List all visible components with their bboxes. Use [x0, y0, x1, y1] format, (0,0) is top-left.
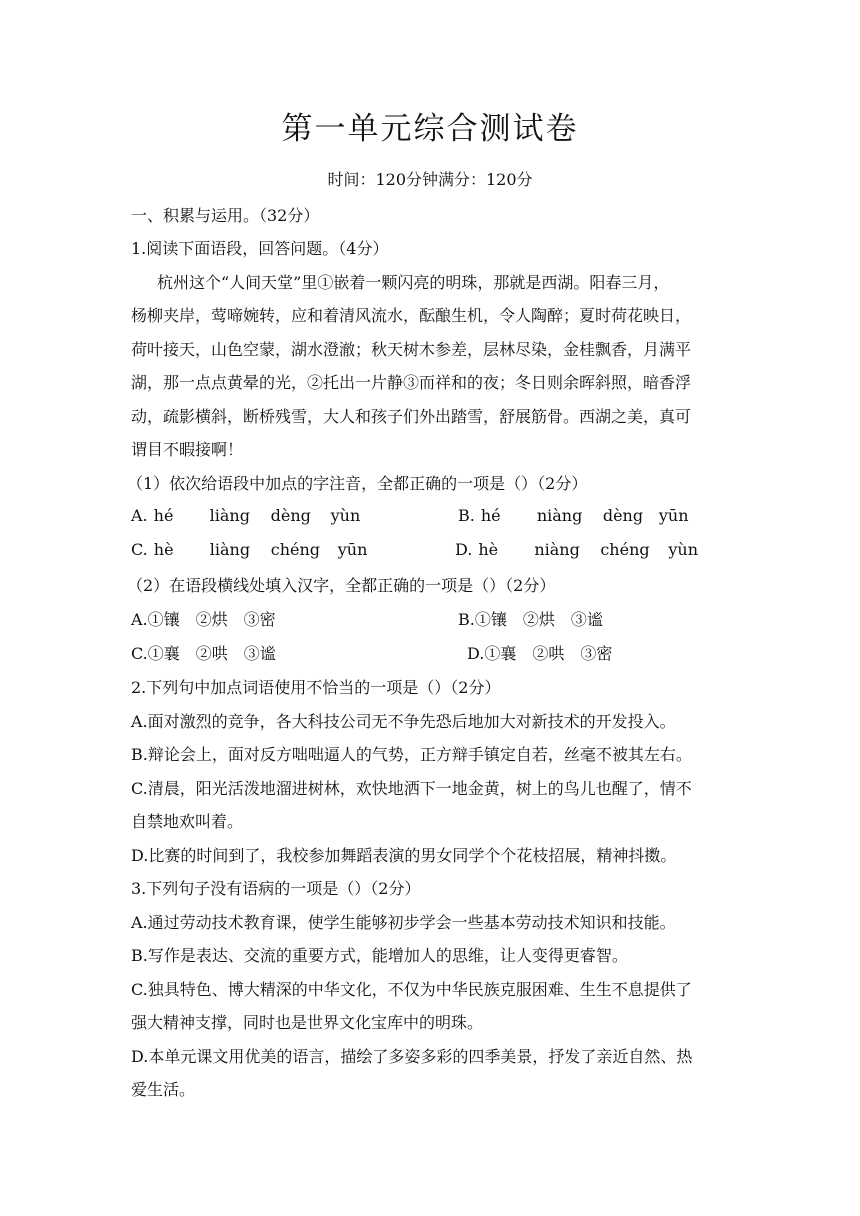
- question-2-option-c-cont: 自禁地欢叫着。: [131, 812, 244, 831]
- option-letter: B.: [458, 610, 475, 629]
- option-item: niàng: [536, 506, 583, 525]
- option-item: ③谧: [570, 610, 603, 629]
- option-item: ②烘: [522, 610, 555, 629]
- option-letter: C.: [131, 644, 148, 663]
- passage-line: 荷叶接天，山色空蒙，湖水澄澈；秋天树木参差，层林尽染，金桂飘香，月满平: [131, 340, 692, 359]
- option-letter: C.: [131, 540, 148, 559]
- question-2-option-c: C.清晨，阳光活泼地溜进树林，欢快地洒下一地金黄，树上的鸟儿也醒了，情不: [131, 779, 692, 798]
- option-item: chéng: [600, 540, 650, 559]
- option-letter: D.: [467, 644, 485, 663]
- option-item: liàng: [209, 506, 250, 525]
- passage-line: 杨柳夹岸，莺啼婉转，应和着清风流水，酝酿生机，令人陶醉；夏时荷花映日，: [131, 306, 692, 325]
- passage-line: 动，疏影横斜，断桥残雪，大人和孩子们外出踏雪，舒展筋骨。西湖之美，真可: [131, 407, 692, 426]
- question-3-option-d: D.本单元课文用优美的语言，描绘了多姿多彩的四季美景，抒发了亲近自然、热: [131, 1047, 693, 1066]
- question-2-option-d: D.比赛的时间到了，我校参加舞蹈表演的男女同学个个花枝招展，精神抖擞。: [131, 846, 677, 865]
- passage-line: 谓目不暇接啊！: [131, 440, 244, 459]
- question-2-stem: 2.下列句中加点词语使用不恰当的一项是（）（2分）: [131, 678, 501, 697]
- option-a: [131, 607, 276, 630]
- option-item: yùn: [668, 540, 698, 559]
- question-3-option-d-cont: 爱生活。: [131, 1080, 196, 1099]
- option-item: hè: [153, 540, 174, 559]
- option-a: [131, 506, 360, 525]
- option-item: ①镶: [474, 610, 507, 629]
- option-item: ②哄: [195, 644, 228, 663]
- option-letter: A.: [131, 506, 148, 525]
- option-item: ③密: [243, 610, 276, 629]
- sub-question-2: （2）在语段横线处填入汉字，全都正确的一项是（）（2分）: [127, 576, 556, 595]
- option-item: niàng: [534, 540, 580, 559]
- question-2-option-a: A.面对激烈的竞争，各大科技公司无不争先恐后地加大对新技术的开发投入。: [131, 712, 676, 731]
- exam-time-info: 时间：120分钟满分：120分: [327, 170, 533, 189]
- option-item: ②哄: [532, 644, 565, 663]
- option-item: ③谧: [243, 644, 276, 663]
- option-item: hé: [153, 506, 174, 525]
- option-item: hé: [480, 506, 501, 525]
- option-item: yùn: [330, 506, 361, 525]
- option-item: dèng: [270, 506, 311, 525]
- sub-question-1: （1）依次给语段中加点的字注音，全都正确的一项是（）（2分）: [127, 474, 588, 493]
- option-item: yūn: [337, 540, 368, 559]
- option-item: chéng: [270, 540, 321, 559]
- section-heading: 一、积累与运用。（32分）: [131, 206, 320, 225]
- option-item: ①襄: [484, 644, 517, 663]
- option-item: ①襄: [147, 644, 180, 663]
- option-letter: A.: [131, 610, 148, 629]
- option-item: yūn: [658, 506, 689, 525]
- page-title: 第一单元综合测试卷: [281, 111, 579, 147]
- option-b: [458, 506, 689, 525]
- option-d: [467, 641, 612, 664]
- passage-line: 杭州这个“人间天堂”里①嵌着一颗闪亮的明珠，那就是西湖。阳春三月，: [157, 273, 670, 292]
- option-item: ①镶: [147, 610, 180, 629]
- question-1-stem: 1.阅读下面语段，回答问题。（4分）: [131, 239, 389, 258]
- option-item: hè: [478, 540, 499, 559]
- option-item: dèng: [602, 506, 644, 525]
- option-letter: B.: [458, 506, 475, 525]
- option-d: [455, 540, 698, 559]
- question-3-option-c-cont: 强大精神支撑，同时也是世界文化宝库中的明珠。: [131, 1013, 484, 1032]
- question-3-option-c: C.独具特色、博大精深的中华文化，不仅为中华民族克服困难、生生不息提供了: [131, 980, 692, 999]
- option-item: liàng: [209, 540, 251, 559]
- question-3-option-b: B.写作是表达、交流的重要方式，能增加人的思维，让人变得更睿智。: [131, 946, 628, 965]
- option-item: ③密: [580, 644, 613, 663]
- option-item: ②烘: [195, 610, 228, 629]
- option-letter: D.: [455, 540, 473, 559]
- option-b: [458, 607, 603, 630]
- option-c: [131, 641, 276, 664]
- passage-line: 湖，那一点点黄晕的光，②托出一片静③而祥和的夜；冬日则余晖斜照，暗香浮: [131, 373, 692, 392]
- question-3-stem: 3.下列句子没有语病的一项是（）（2分）: [131, 879, 421, 898]
- question-3-option-a: A.通过劳动技术教育课，使学生能够初步学会一些基本劳动技术知识和技能。: [131, 913, 676, 932]
- question-2-option-b: B.辩论会上，面对反方咄咄逼人的气势，正方辩手镇定自若，丝毫不被其左右。: [131, 745, 692, 764]
- option-c: [131, 540, 367, 559]
